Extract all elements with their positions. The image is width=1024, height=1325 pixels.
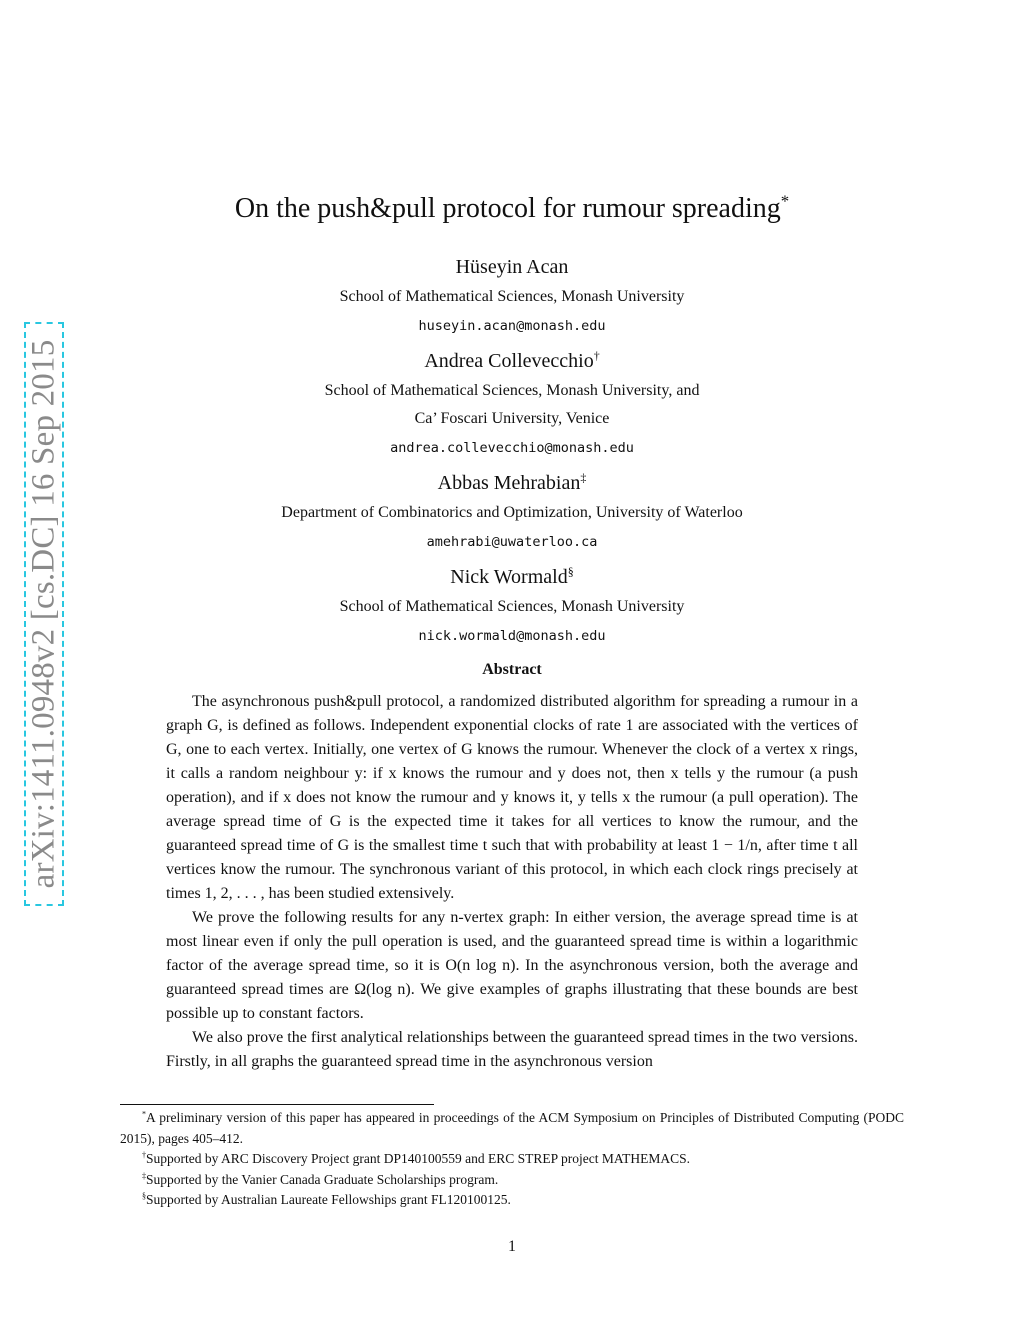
author-name (0, 256, 1024, 279)
author-name (0, 350, 1024, 373)
author-email: nick.wormald@monash.edu (418, 628, 606, 644)
footnote-mark: * (142, 1109, 147, 1119)
author-name-text: Hüseyin Acan (455, 256, 569, 278)
author-footnote-mark: † (593, 348, 600, 363)
author-name (0, 566, 1024, 589)
author-footnote-mark: ‡ (580, 470, 587, 485)
abstract-body (166, 690, 858, 1074)
abstract-paragraph: The asynchronous push&pull protocol, a randomized distributed algorithm for spreading a rumour in a graph G, is defined as follows. Independent exponential clocks of rate 1 are associated with the vertices of G, one to each vertex. Initially, one vertex of G knows the rumour. Whenever the clock of a vertex x rings, it calls a random neighbour y: if x knows the rumour and y does not, then x tells y the rumour (a push operation), and if x does not know the rumour and y knows it, y tells x the rumour (a pull operation). The average spread time of G is the expected time it takes for all vertices to know the rumour, and the guaranteed spread time of G is the smallest time t such that with probability at least 1 − 1/n, after time t all vertices know the rumour. The synchronous variant of this protocol, in which each clock rings precisely at times 1, 2, . . . , has been studied extensively. (166, 693, 858, 902)
footnote-text: Supported by the Vanier Canada Graduate Scholarships program. (146, 1171, 499, 1187)
footnote (120, 1149, 904, 1170)
footnote-text: A preliminary version of this paper has appeared in proceedings of the ACM Symposium on Principles of Distributed Computing (PODC 2015), pages 405–412. (120, 1110, 904, 1146)
abstract-paragraph: We also prove the first analytical relationships between the guaranteed spread times in the two versions. Firstly, in all graphs the guaranteed spread time in the asynchronous version (166, 1029, 858, 1070)
author-email: huseyin.acan@monash.edu (418, 318, 606, 334)
footnote (120, 1190, 904, 1211)
author-name-text: Andrea Collevecchio (424, 350, 594, 372)
author-email: amehrabi@uwaterloo.ca (426, 534, 598, 550)
author-email: andrea.collevecchio@monash.edu (390, 440, 634, 456)
footnote-text: Supported by Australian Laureate Fellowships grant FL120100125. (146, 1192, 511, 1207)
page-number: 1 (508, 1238, 516, 1255)
author-name-text: Nick Wormald (450, 566, 568, 588)
title-text: On the push&pull protocol for rumour spreading (234, 193, 781, 224)
footnote-text: Supported by ARC Discovery Project grant DP140100559 and ERC STREP project MATHEMACS. (146, 1151, 691, 1166)
footnote-mark: § (142, 1191, 147, 1201)
footnote-mark: † (142, 1150, 147, 1160)
author-name (0, 472, 1024, 495)
abstract-paragraph: We prove the following results for any n-vertex graph: In either version, the average spread time is at most linear even if only the pull operation is used, and the guaranteed spread time is within a logarithmic factor of the average spread time, so it is O(n log n). In the asynchronous version, both the average and guaranteed spread times are Ω(log n). We give examples of graphs illustrating that these bounds are best possible up to constant factors. (166, 909, 858, 1022)
author-affiliation: Ca’ Foscari University, Venice (414, 410, 610, 427)
author-name-text: Abbas Mehrabian (437, 472, 581, 494)
arxiv-identifier: arXiv:1411.0948v2 [cs.DC] 16 Sep 2015 (25, 339, 62, 889)
author-affiliation: Department of Combinatorics and Optimization, University of Waterloo (281, 504, 743, 521)
footnote-rule (120, 1104, 434, 1105)
paper-title (0, 193, 1024, 225)
footnote (120, 1108, 904, 1149)
footnote (120, 1170, 904, 1191)
title-footnote-mark: * (780, 191, 790, 211)
author-affiliation: School of Mathematical Sciences, Monash University (339, 598, 685, 615)
author-affiliation: School of Mathematical Sciences, Monash University (339, 288, 685, 305)
footnotes (120, 1108, 904, 1211)
author-footnote-mark: § (567, 564, 574, 579)
footnote-mark: ‡ (142, 1171, 147, 1180)
author-affiliation: School of Mathematical Sciences, Monash University, and (324, 382, 700, 399)
abstract-heading: Abstract (482, 661, 542, 678)
